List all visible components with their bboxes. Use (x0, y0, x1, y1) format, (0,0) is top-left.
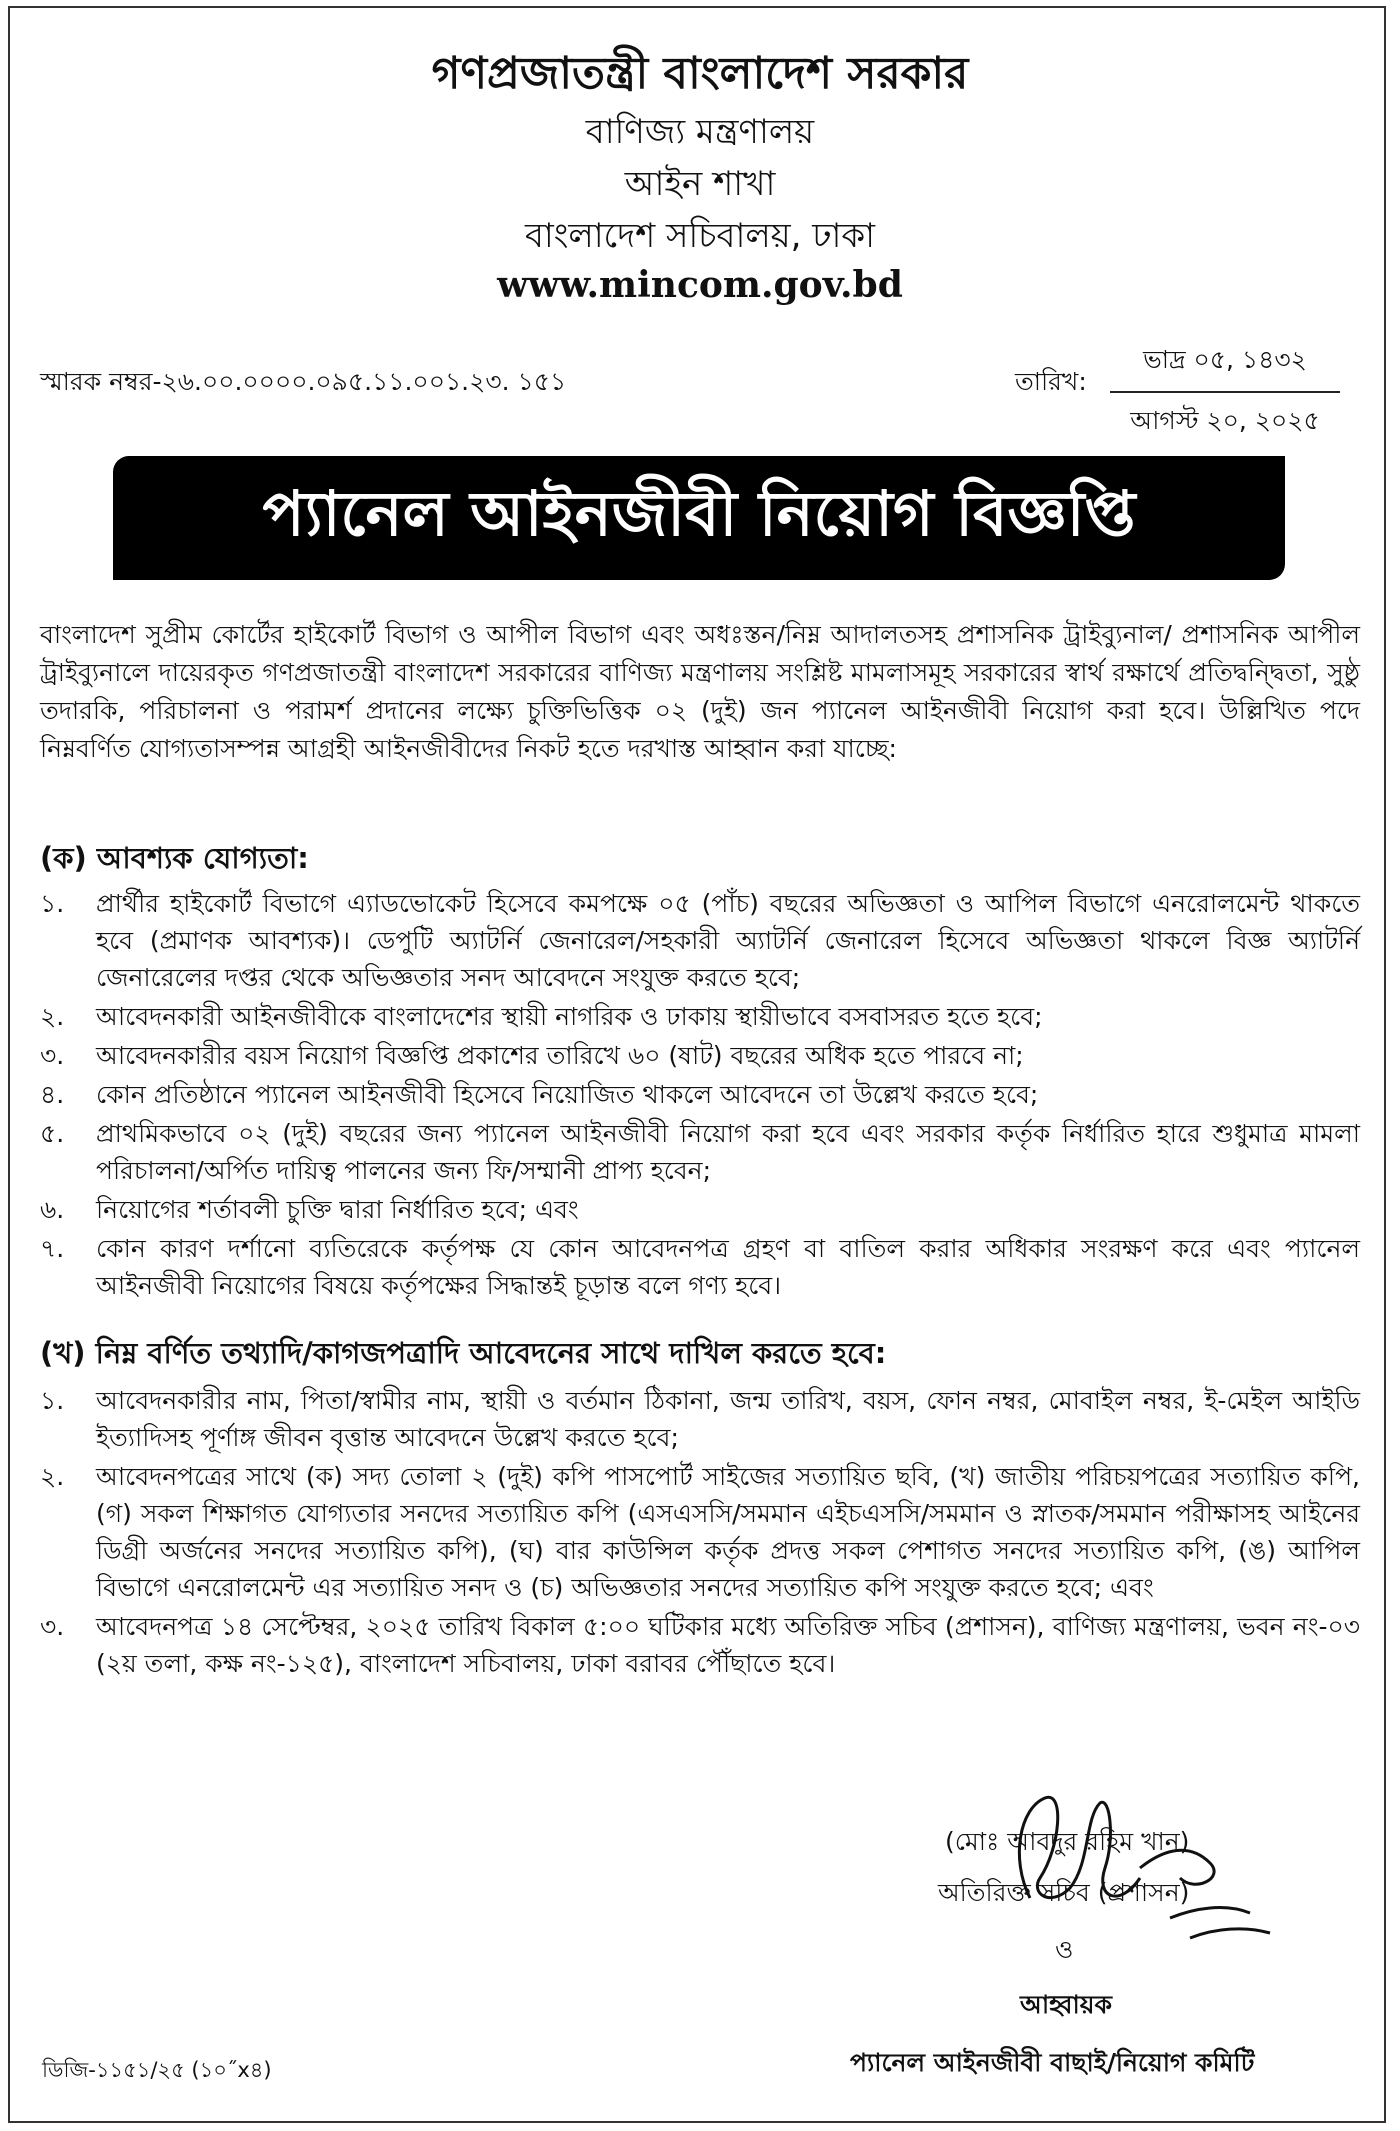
item-text: প্রাথমিকভাবে ০২ (দুই) বছরের জন্য প্যানেল আইনজীবী নিয়োগ করা হবে এবং সরকার কর্তৃক নির্ধারিত হারে শুধুমাত্র মামলা পরিচালনা/অর্পিত দায়িত্ব পালনের জন্য ফি/সম্মানী প্রাপ্য হবেন; (96, 1119, 1360, 1185)
committee-name: প্যানেল আইনজীবী বাছাই/নিয়োগ কমিটি (850, 2048, 1255, 2077)
branch-name: আইন শাখা (624, 164, 776, 204)
item-text: কোন প্রতিষ্ঠানে প্যানেল আইনজীবী হিসেবে নিয়োজিত থাকলে আবেদনে তা উল্লেখ করতে হবে; (96, 1080, 1039, 1109)
item-text: নিয়োগের শর্তাবলী চুক্তি দ্বারা নির্ধারিত হবে; এবং (96, 1195, 579, 1224)
section-b-heading: (খ) নিম্ন বর্ণিত তথ্যাদি/কাগজপত্রাদি আবেদনের সাথে দাখিল করতে হবে: (40, 1336, 887, 1370)
intro-paragraph: বাংলাদেশ সুপ্রীম কোর্টের হাইকোর্ট বিভাগ ও আপীল বিভাগ এবং অধঃস্তন/নিম্ন আদালতসহ প্রশাসনিক ট্রাইব্যুনাল/ প্রশাসনিক আপীল ট্রাইব্যুনালে দায়েরকৃত গণপ্রজাতন্ত্রী বাংলাদেশ সরকারের বাণিজ্য মন্ত্রণালয় সংশ্লিষ্ট মামলাসমূহ সরকারের স্বার্থ রক্ষার্থে প্রতিদ্বন্দ্বিতা, সুষ্ঠু তদারকি, পরিচালনা ও পরামর্শ প্রদানের লক্ষ্যে চুক্তিভিত্তিক ০২ (দুই) জন প্যানেল আইনজীবী নিয়োগ করা হবে। উল্লিখিত পদে নিম্নবর্ণিত যোগ্যতাসম্পন্ন আগ্রহী আইনজীবীদের নিকট হতে দরখাস্ত আহ্বান করা যাচ্ছে: (40, 620, 1360, 763)
list-item (40, 1191, 1360, 1228)
footer-code: ডিজি-১১৫১/২৫ (১০˝x৪) (42, 2058, 272, 2082)
list-item (40, 1458, 1360, 1606)
section-b-list (40, 1382, 1360, 1684)
item-number: ৪. (40, 1080, 65, 1109)
list-item (40, 1608, 1360, 1682)
list-item (40, 1115, 1360, 1189)
memo-number: স্মারক নম্বর-২৬.০০.০০০০.০৯৫.১১.০০১.২৩. ১৫১ (40, 367, 567, 396)
list-item (40, 998, 1360, 1035)
date-bangla: ভাদ্র ০৫, ১৪৩২ (1110, 340, 1340, 393)
item-number: ৫. (40, 1119, 65, 1148)
date-box (1110, 340, 1340, 444)
item-number: ৭. (40, 1234, 65, 1263)
list-item (40, 1037, 1360, 1074)
item-number: ১. (40, 889, 65, 918)
item-text: কোন কারণ দর্শানো ব্যতিরেকে কর্তৃপক্ষ যে কোন আবেদনপত্র গ্রহণ বা বাতিল করার অধিকার সংরক্ষণ করে এবং প্যানেল আইনজীবী নিয়োগের বিষয়ে কর্তৃপক্ষের সিদ্ধান্তই চূড়ান্ত বলে গণ্য হবে। (96, 1234, 1360, 1300)
notice-title: প্যানেল আইনজীবী নিয়োগ বিজ্ঞপ্তি (262, 476, 1136, 550)
government-title: গণপ্রজাতন্ত্রী বাংলাদেশ সরকার (431, 48, 969, 99)
item-text: আবেদনকারী আইনজীবীকে বাংলাদেশের স্থায়ী নাগরিক ও ঢাকায় স্থায়ীভাবে বসবাসরত হতে হবে; (96, 1002, 1043, 1031)
item-number: ৩. (40, 1041, 65, 1070)
list-item (40, 1382, 1360, 1456)
list-item (40, 885, 1360, 996)
item-number: ৩. (40, 1612, 65, 1641)
signatory-designation: অতিরিক্ত সচিব (প্রশাসন) (938, 1878, 1190, 1907)
item-text: আবেদনপত্র ১৪ সেপ্টেম্বর, ২০২৫ তারিখ বিকাল ৫:০০ ঘটিকার মধ্যে অতিরিক্ত সচিব (প্রশাসন), বাণিজ্য মন্ত্রণালয়, ভবন নং-০৩ (২য় তলা, কক্ষ নং-১২৫), বাংলাদেশ সচিবালয়, ঢাকা বরাবর পৌঁছাতে হবে। (96, 1612, 1360, 1678)
item-text: আবেদনকারীর বয়স নিয়োগ বিজ্ঞপ্তি প্রকাশের তারিখে ৬০ (ষাট) বছরের অধিক হতে পারবে না; (96, 1041, 1024, 1070)
item-number: ১. (40, 1386, 65, 1415)
item-text: আবেদনকারীর নাম, পিতা/স্বামীর নাম, স্থায়ী ও বর্তমান ঠিকানা, জন্ম তারিখ, বয়স, ফোন নম্বর, মোবাইল নম্বর, ই-মেইল আইডি ইত্যাদিসহ পূর্ণাঙ্গ জীবন বৃত্তান্ত আবেদনে উল্লেখ করতে হবে; (96, 1386, 1360, 1452)
item-text: প্রার্থীর হাইকোর্ট বিভাগে এ্যাডভোকেট হিসেবে কমপক্ষে ০৫ (পাঁচ) বছরের অভিজ্ঞতা ও আপিল বিভাগে এনরোলমেন্ট থাকতে হবে (প্রমাণক আবশ্যক)। ডেপুটি অ্যাটর্নি জেনারেল/সহকারী অ্যাটর্নি জেনারেল হিসেবে অভিজ্ঞতা থাকলে বিজ্ঞ অ্যাটর্নি জেনারেলের দপ্তর থেকে অভিজ্ঞতার সনদ আবেদনে সংযুক্ত করতে হবে; (96, 889, 1360, 992)
website-url: www.mincom.gov.bd (497, 264, 903, 306)
signatory-name: (মোঃ আবদুর রহিম খান) (945, 1827, 1190, 1856)
date-label: তারিখ: (1015, 367, 1087, 396)
signatory-role: আহ্বায়ক (1020, 1990, 1112, 2019)
office-location: বাংলাদেশ সচিবালয়, ঢাকা (524, 216, 876, 256)
notice-title-banner (113, 456, 1285, 580)
item-text: আবেদনপত্রের সাথে (ক) সদ্য তোলা ২ (দুই) কপি পাসপোর্ট সাইজের সত্যায়িত ছবি, (খ) জাতীয় পরিচয়পত্রের সত্যায়িত কপি, (গ) সকল শিক্ষাগত যোগ্যতার সনদের সত্যায়িত কপি (এসএসসি/সমমান এইচএসসি/সমমান ও স্নাতক/সমমান পরীক্ষাসহ আইনের ডিগ্রী অর্জনের সনদের সত্যায়িত কপি), (ঘ) বার কাউন্সিল কর্তৃক প্রদত্ত সকল পেশাগত সনদের সত্যায়িত কপি, (ঙ) আপিল বিভাগে এনরোলমেন্ট এর সত্যায়িত সনদ ও (চ) অভিজ্ঞতার সনদের সত্যায়িত কপি সংযুক্ত করতে হবে; এবং (96, 1462, 1360, 1602)
section-a-heading: (ক) আবশ্যক যোগ্যতা: (40, 841, 309, 875)
item-number: ৬. (40, 1195, 65, 1224)
item-number: ২. (40, 1002, 65, 1031)
list-item (40, 1076, 1360, 1113)
date-english: আগস্ট ২০, ২০২৫ (1130, 406, 1320, 435)
ministry-name: বাণিজ্য মন্ত্রণালয় (585, 112, 815, 152)
section-a-list (40, 885, 1360, 1306)
list-item (40, 1230, 1360, 1304)
signatory-conjunction: ও (1055, 1935, 1074, 1964)
item-number: ২. (40, 1462, 65, 1491)
